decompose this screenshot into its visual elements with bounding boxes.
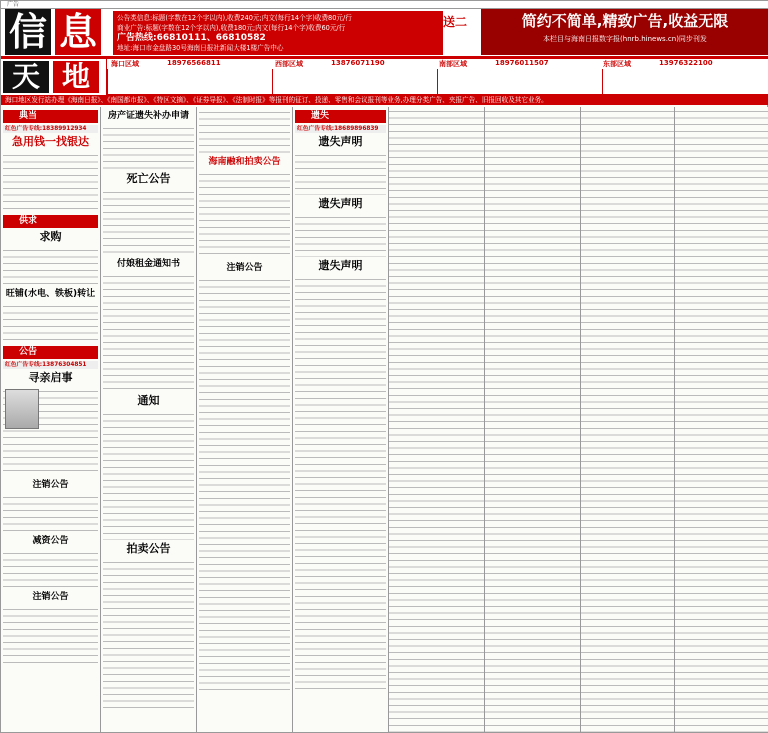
body-filler [103,188,194,256]
region-3-phone: 18976011507 [495,59,549,67]
logo-char-1: 信 [5,9,51,55]
region-row [107,59,768,68]
distribution-banner: 海口地区发行站办理《海南日报》、《南国都市报》、《特区文摘》、《证券导报》、《法制时报》等报刊的征订、投递、零售和会议报刊等业务,办理分类广告、夹报广告、旧报回收及其它业务。 [1,95,768,105]
headline-yishi-2: 遗失声明 [318,197,363,210]
headline-chuzu: 旺铺(水电、铁板)转让 [5,289,96,299]
region-3-listings [437,69,602,95]
headline-jiyong: 急用钱一找银达 [12,135,89,148]
body-filler [3,549,98,589]
headline-siwang: 死亡公告 [126,172,171,185]
logo-lower [1,59,107,95]
body-filler [199,170,290,260]
top-label: 广告 [1,1,768,9]
body-filler [3,151,98,213]
headline-tongzhi: 通知 [137,394,160,407]
hotline-phones: 66810111、66810582 [156,33,266,43]
pricing-line-2: 商业广告:标题(字数在12个字以内),收费180元;内文(每行14个字)收费60元/行 [117,24,346,32]
headline-jianzi: 减资公告 [32,536,69,546]
pricing-line-1: 公告类信息:标题(字数在12个字以内),收费240元;内文(每行14个字)收费80元/行 [117,14,352,22]
body-filler [295,275,386,695]
promo-badge: 买五送二 [419,15,468,29]
region-1-phone: 18976566811 [167,59,221,67]
address: 地址:海口市金盘路30号海南日报社新闻大楼1楼广告中心 [117,44,284,52]
contact-line-1: 红色广告专线:18389912934 [3,125,98,133]
body-filler [103,410,194,540]
body-filler [3,246,98,286]
contact-line-3: 红色广告专线:18689896839 [295,125,386,133]
section-gonggao: 公告 [3,346,98,359]
region-2-phone: 13876071190 [331,59,385,67]
headline-yishi-1: 遗失声明 [318,135,363,148]
region-1-listings [107,69,272,95]
column-2 [101,107,197,732]
body-filler [103,272,194,392]
column-8 [675,107,768,732]
column-4 [293,107,389,732]
body-filler [3,605,98,665]
column-5 [389,107,485,732]
body-filler [295,151,386,195]
region-4-listings [602,69,768,95]
region-2-name: 西部区域 [275,60,303,68]
column-3 [197,107,293,732]
body-filler [199,276,290,696]
slogan-sub: 本栏目与海南日报数字报(hnrb.hinews.cn)同步刊发 [543,35,707,43]
section-yishi: 遗失 [295,110,386,123]
region-4-phone: 13976322100 [659,59,713,67]
body-filler [295,213,386,257]
regional-listings [107,69,768,95]
headline-fukuan: 付娘租金通知书 [116,259,180,269]
headline-yishi-3: 遗失声明 [318,259,363,272]
headline-zhuxiao-1: 注销公告 [32,480,69,490]
masthead [1,1,768,59]
xunren-block [3,387,98,477]
regional-ad-block [107,59,768,95]
section-dianhang: 典当 [3,110,98,123]
body-filler [103,558,194,708]
slogan-box [481,9,768,55]
region-3-name: 南部区域 [439,60,467,68]
body-filler [103,124,194,170]
headline-fangchan: 房产证遗失补办申请 [107,111,189,121]
slogan: 简约不简单,精致广告,收益无限 [521,12,729,30]
headline-haiyang: 海南融和拍卖公告 [208,157,281,167]
logo-char-3: 天 [3,61,49,93]
body-filler [3,493,98,533]
baby-photo [5,389,39,429]
ad-pricing-info [113,11,443,55]
region-1-name: 海口区域 [111,60,139,68]
headline-xunren: 寻亲启事 [28,371,73,384]
headline-zhuxiao-3: 注销公告 [226,263,263,273]
region-2-listings [272,69,437,95]
body-filler [3,302,98,344]
section-gongqiu: 供求 [3,215,98,228]
headline-qiugou: 求购 [39,230,62,243]
logo-char-4: 地 [53,61,99,93]
region-4-name: 东部区域 [603,60,631,68]
column-1 [1,107,101,732]
contact-line-2: 红色广告专线:13876304851 [3,361,98,369]
column-7 [581,107,675,732]
logo-char-2: 息 [55,9,101,55]
headline-zhuxiao-2: 注销公告 [32,592,69,602]
body-filler [199,108,290,154]
phone-label: 广告热线: [117,33,157,43]
headline-paimai: 拍卖公告 [126,542,171,555]
column-6 [485,107,581,732]
